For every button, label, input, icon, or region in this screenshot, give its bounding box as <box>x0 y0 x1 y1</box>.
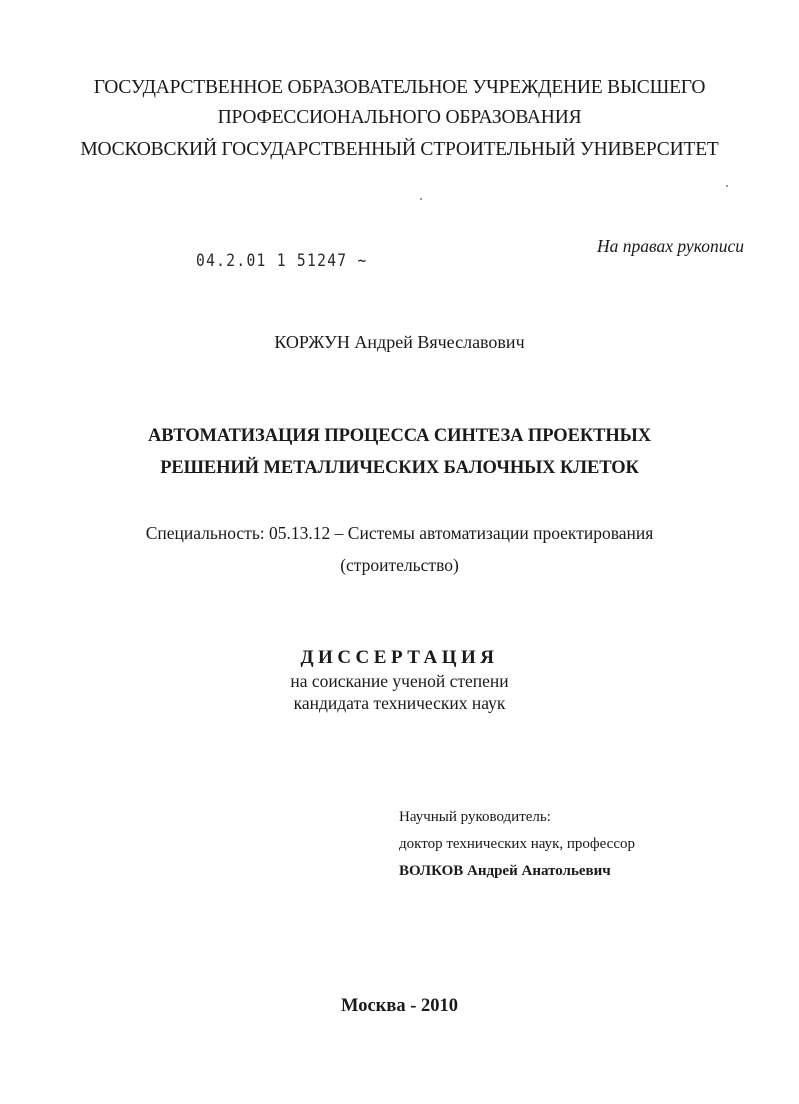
advisor-label: Научный руководитель: <box>399 809 551 825</box>
advisor-degree: доктор технических наук, профессор <box>399 836 636 852</box>
specialty-line-1: Специальность: 05.13.12 – Системы автоматизации проектирования <box>145 523 654 543</box>
degree-line-1: на соискание ученой степени <box>290 671 509 691</box>
degree-line-2: кандидата технических наук <box>293 693 506 713</box>
dissertation-heading: ДИССЕРТАЦИЯ <box>300 647 499 668</box>
advisor-name: ВОЛКОВ Андрей Анатольевич <box>399 863 611 879</box>
thesis-title-line-1: АВТОМАТИЗАЦИЯ ПРОЦЕССА СИНТЕЗА ПРОЕКТНЫХ <box>147 426 652 446</box>
thesis-title-line-2: РЕШЕНИЙ МЕТАЛЛИЧЕСКИХ БАЛОЧНЫХ КЛЕТОК <box>160 458 639 478</box>
scan-speck <box>726 185 728 187</box>
specialty-line-2: (строительство) <box>340 555 459 575</box>
rights-note: На правах рукописи <box>597 236 744 256</box>
author-name: КОРЖУН Андрей Вячеславович <box>274 332 525 352</box>
institution-line-3: МОСКОВСКИЙ ГОСУДАРСТВЕННЫЙ СТРОИТЕЛЬНЫЙ УНИВЕРСИТЕТ <box>80 139 719 160</box>
registration-stamp: 04.2.01 1 51247 ~ <box>196 251 368 271</box>
scan-speck <box>420 198 422 200</box>
institution-line-2: ПРОФЕССИОНАЛЬНОГО ОБРАЗОВАНИЯ <box>217 107 582 128</box>
institution-line-1: ГОСУДАРСТВЕННОЕ ОБРАЗОВАТЕЛЬНОЕ УЧРЕЖДЕНИЕ ВЫСШЕГО <box>93 77 706 98</box>
city-year: Москва - 2010 <box>341 996 458 1016</box>
